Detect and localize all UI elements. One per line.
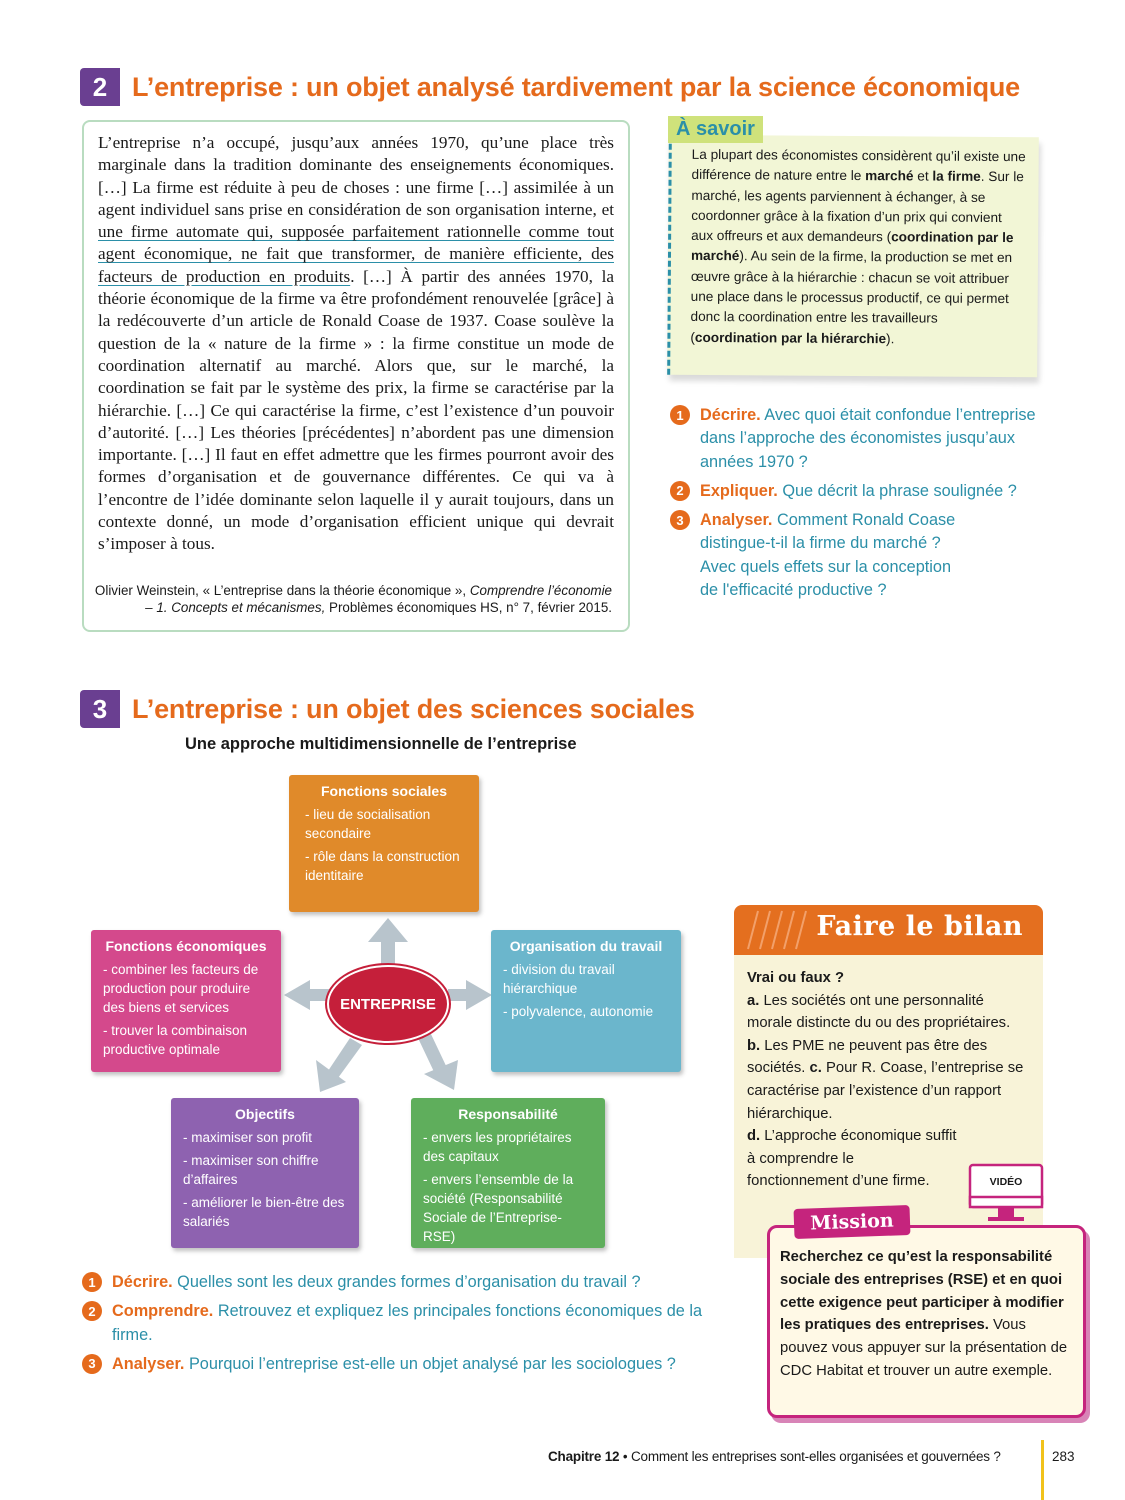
box-title: Fonctions sociales — [320, 783, 448, 799]
mission-tag: Mission — [794, 1205, 911, 1239]
video-label: VIDÉO — [989, 1176, 1023, 1188]
chapter-title: • Comment les entreprises sont-elles organisées et gouvernées ? — [619, 1449, 1001, 1464]
diagram-title: Une approche multidimensionnelle de l’entreprise — [185, 735, 577, 753]
box-title: Organisation du travail — [509, 938, 663, 954]
box-item: - division du travail hiérarchique — [503, 962, 615, 996]
questions-section-2 — [670, 404, 1040, 608]
box-item: - envers les propriétaires des capitaux — [423, 1130, 572, 1164]
mission-box — [767, 1225, 1086, 1418]
question-verb: Décrire. — [700, 406, 761, 424]
question-item — [670, 404, 1040, 474]
box-item: - rôle dans la construction identitaire — [305, 849, 460, 883]
question-number: 2 — [82, 1301, 102, 1321]
section-number: 2 — [80, 68, 120, 106]
box-title: Fonctions économiques — [105, 938, 267, 954]
savoir-text: La plupart des économistes considèrent qu’il existe une différence de nature entre le — [691, 146, 1026, 184]
arrow-right-head-icon — [466, 980, 492, 1010]
question-body: Que décrit la phrase soulignée ? — [777, 481, 1017, 500]
box-organisation-travail — [491, 930, 681, 1072]
statement-text: Les PME ne peuvent pas être des sociétés. — [747, 1037, 988, 1077]
statement-label: c. — [809, 1060, 822, 1077]
statement-text: Les sociétés ont une personnalité morale distincte du ou des propriétaires. — [747, 992, 1011, 1032]
a-savoir-tag: À savoir — [668, 116, 763, 143]
savoir-text: et — [913, 168, 933, 184]
question-text — [700, 404, 1040, 474]
footer — [548, 1449, 1001, 1464]
question-body: Retrouvez et expliquez les principales fonctions économiques de la firme. — [112, 1302, 703, 1344]
question-item — [82, 1353, 712, 1376]
statement-label: d. — [747, 1128, 761, 1145]
document-text — [98, 132, 614, 556]
source-title: Comprendre l’économie – 1. Concepts et mécanismes, — [145, 583, 612, 615]
question-text — [112, 1271, 641, 1294]
entreprise-center: ENTREPRISE — [327, 965, 449, 1043]
question-item — [670, 480, 1040, 503]
doc-paragraph-1: L’entreprise n’a occupé, jusqu’aux années 1970, qu’une place très marginale dans la tradition dominante des enseignements économiques. […] La firme est réduite à peu de choses : une firme […] assimilée à un agent individuel sans prise en considération de son organisation interne, et — [98, 133, 614, 219]
question-verb: Analyser. — [700, 511, 773, 530]
box-item: - lieu de socialisation secondaire — [305, 807, 431, 841]
savoir-text: ). Au sein de la firme, la production se met en œuvre grâce à la hiérarchie : chacun se voit attribuer une place dans le processus productif, ce qui permet donc la coordination entre les travailleurs ( — [690, 248, 1013, 345]
statement-text: L’approche économique suffit à comprendre le fonctionnement d’une firme. — [747, 1128, 957, 1190]
source-publication: Problèmes économiques HS, n° 7, février 2015. — [325, 600, 612, 615]
box-item: - envers l’ensemble de la société (Responsabilité Sociale de l’Entreprise-RSE) — [423, 1172, 574, 1244]
document-source — [92, 582, 612, 616]
a-savoir-box — [667, 135, 1039, 378]
statement-text: Pour R. Coase, l’entreprise se caractérise par l’existence d’un rapport hiérarchique. — [747, 1060, 1024, 1122]
question-verb: Expliquer. — [700, 481, 778, 500]
savoir-text: ). — [886, 330, 895, 346]
question-body: Avec quoi était confondue l’entreprise dans l’approche des économistes jusqu’aux années 1970 ? — [700, 406, 1036, 471]
question-number: 3 — [670, 510, 690, 530]
question-verb: Décrire. — [112, 1273, 173, 1291]
question-text — [112, 1353, 676, 1376]
mission-bold-text: Recherchez ce qu’est la responsabilité sociale des entreprises (RSE) et en quoi cette exigence peut participer à modifier les pratiques des entreprises. — [780, 1249, 1064, 1334]
mission-text: Vous pouvez vous appuyer sur la présentation de CDC Habitat et trouver un autre exemple. — [780, 1317, 1068, 1379]
box-fonctions-sociales — [289, 775, 479, 912]
box-item: - trouver la combinaison productive optimale — [103, 1023, 248, 1057]
video-monitor-icon — [968, 1163, 1046, 1225]
question-body: Pourquoi l’entreprise est-elle un objet analysé par les sociologues ? — [184, 1354, 676, 1373]
statement-label: b. — [747, 1037, 761, 1054]
savoir-bold: coordination par la hiérarchie — [694, 329, 887, 346]
box-title: Objectifs — [235, 1106, 295, 1122]
arrow-down-left-icon — [328, 1038, 362, 1078]
underlined-sentence: une firme automate qui, supposée parfaitement rationnelle comme tout agent économique, ne fait que transformer, de manière efficiente, des facteurs de production en produits — [98, 222, 614, 286]
statement-label: a. — [747, 992, 760, 1009]
question-text — [700, 509, 970, 602]
bilan-heading: Vrai ou faux ? — [747, 970, 845, 986]
question-number: 1 — [82, 1272, 102, 1292]
savoir-text: . Sur le marché, les agents parviennent à échanger, à se coordonner grâce à la fixation d’un prix qui convient aux offreurs et aux demandeurs ( — [691, 169, 1024, 245]
question-verb: Analyser. — [112, 1354, 185, 1373]
question-body: Quelles sont les deux grandes formes d’organisation du travail ? — [172, 1273, 641, 1291]
doc-paragraph-2: . […] À partir des années 1970, la théorie économique de la firme va être profondément renouvelée [grâce] à la redécouverte d’un article de Ronald Coase de 1937. Coase soulève la question de la « nature de la firme » : la firme constitue un mode de coordination alternatif au marché. Alors que, sur le marché, la coordination se fait par le système des prix, la firme se caractérise par la hiérarchie. […] Ce qui caractérise la firme, c’est l’existence d’un pouvoir d’autorité. […] Les théories [précédentes] n’abordent pas une dimension importante. […] Il faut en effet admettre que les firmes pourront avoir des formes d’organisation et de gouvernance différentes. Ce qui va à l’encontre de l’idée dominante selon laquelle il y aurait toujours, dans un contexte donné, un mode d’organisation efficient unique qui devrait s’imposer à tous. — [98, 266, 614, 554]
page-number: 283 — [1052, 1449, 1075, 1464]
question-number: 3 — [82, 1354, 102, 1374]
question-number: 1 — [670, 405, 690, 425]
section-title: L’entreprise : un objet analysé tardivement par la science économique — [132, 71, 1020, 102]
section-title: L’entreprise : un objet des sciences sociales — [132, 693, 695, 724]
question-body: Comment Ronald Coase distingue-t-il la firme du marché ? Avec quels effets sur la conception de l'efficacité productive ? — [700, 511, 956, 600]
bilan-header — [734, 905, 1043, 955]
question-verb: Comprendre. — [112, 1302, 214, 1321]
savoir-bold: marché — [865, 168, 914, 184]
question-item — [82, 1300, 712, 1347]
box-responsabilite — [411, 1098, 605, 1248]
bilan-title: Faire le bilan — [816, 911, 1023, 942]
question-text — [700, 480, 1017, 503]
savoir-bold: la firme — [932, 168, 981, 185]
questions-section-3 — [82, 1271, 712, 1382]
source-author: Olivier Weinstein, « L’entreprise dans la théorie économique », — [94, 583, 470, 598]
question-item — [82, 1271, 712, 1294]
section-number: 3 — [80, 690, 120, 728]
section-2-header — [80, 68, 1020, 106]
box-item: - polyvalence, autonomie — [503, 1004, 654, 1019]
section-3-header — [80, 690, 695, 728]
document-box — [82, 120, 630, 632]
arrow-left-head-icon — [284, 980, 310, 1010]
box-title: Responsabilité — [458, 1106, 558, 1122]
arrow-right-icon — [448, 989, 468, 1001]
footer-divider — [1041, 1440, 1044, 1500]
box-item: - maximiser son chiffre d’affaires — [183, 1153, 319, 1187]
box-item: - améliorer le bien-être des salariés — [183, 1195, 345, 1229]
arrow-up-head-icon — [368, 918, 408, 942]
box-item: - maximiser son profit — [183, 1130, 313, 1145]
question-number: 2 — [670, 481, 690, 501]
box-fonctions-economiques — [91, 930, 281, 1072]
video-button[interactable] — [968, 1163, 1046, 1230]
question-text — [112, 1300, 712, 1347]
savoir-bold: coordination par le marché — [690, 229, 1014, 264]
chapter-label: Chapitre 12 — [548, 1449, 620, 1464]
box-objectifs — [171, 1098, 359, 1248]
question-item — [670, 509, 1040, 602]
box-item: - combiner les facteurs de production pour produire des biens et services — [103, 962, 259, 1015]
